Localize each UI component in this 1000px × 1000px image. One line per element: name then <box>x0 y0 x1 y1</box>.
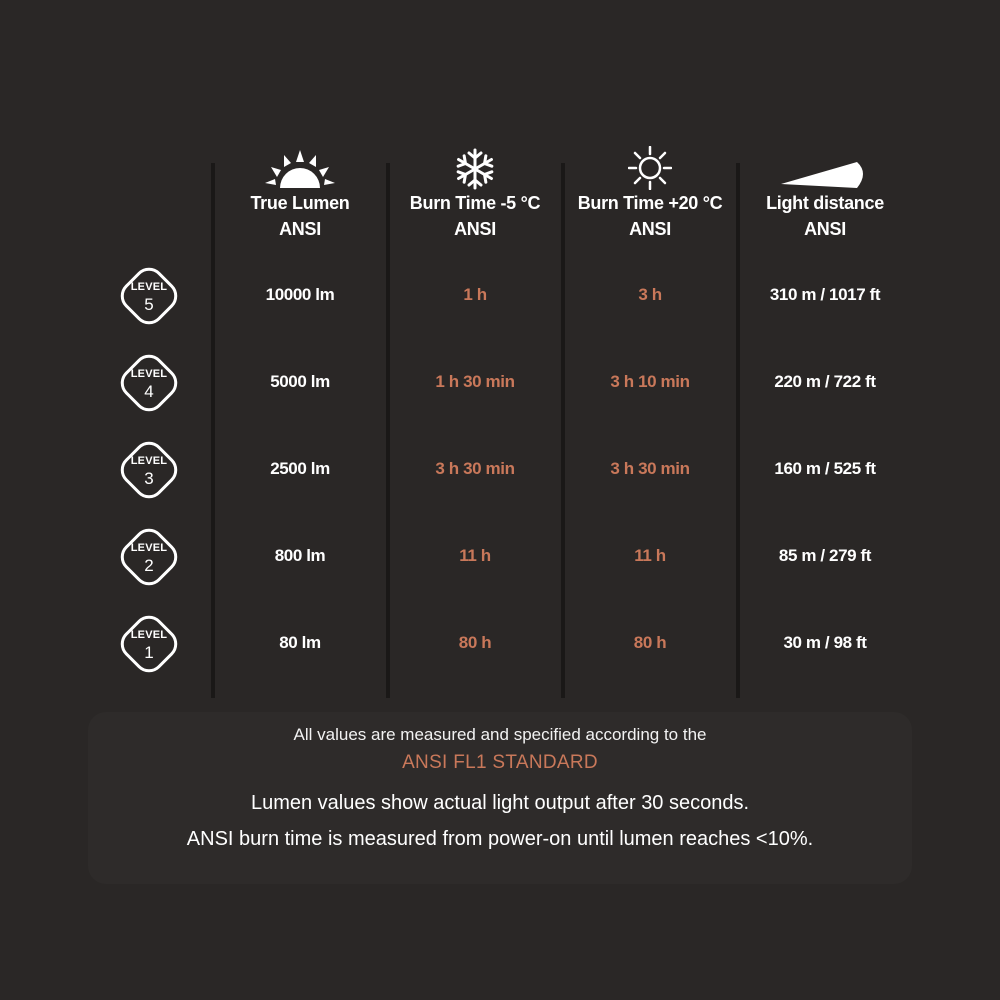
distance-value: 30 m / 98 ft <box>783 633 867 652</box>
level-number: 4 <box>144 382 154 401</box>
distance-value: 310 m / 1017 ft <box>769 285 881 304</box>
level-number: 1 <box>144 643 154 662</box>
level-number: 5 <box>144 295 154 314</box>
lumen-value: 80 lm <box>279 633 321 652</box>
column-subtitle: ANSI <box>454 219 496 239</box>
level-badge <box>110 257 188 335</box>
level-number: 3 <box>144 469 154 488</box>
level-label: LEVEL <box>130 281 168 293</box>
level-badge <box>110 344 188 422</box>
burn-warm-value: 80 h <box>633 633 667 652</box>
level-number: 2 <box>144 556 154 575</box>
level-badge <box>110 518 188 596</box>
column-title: Burn Time -5 °C <box>409 193 541 213</box>
lumen-value: 10000 lm <box>265 285 335 304</box>
sunrise-icon <box>215 140 385 190</box>
lumen-value: 5000 lm <box>270 372 330 391</box>
distance-value: 85 m / 279 ft <box>778 546 872 565</box>
footnote-burn-note: ANSI burn time is measured from power-on until lumen reaches <10%. <box>186 828 814 850</box>
column-divider <box>561 163 565 698</box>
column-title: Burn Time +20 °C <box>577 193 723 213</box>
column-subtitle: ANSI <box>629 219 671 239</box>
column-header-burn-warm <box>565 140 735 242</box>
level-label: LEVEL <box>130 629 168 641</box>
level-label: LEVEL <box>130 455 168 467</box>
burn-warm-value: 3 h 10 min <box>610 372 690 391</box>
column-title: Light distance <box>766 193 884 213</box>
footnote-standard: ANSI FL1 STANDARD <box>402 752 598 773</box>
burn-warm-value: 11 h <box>634 546 666 565</box>
column-header-distance <box>740 140 910 242</box>
level-badge <box>110 431 188 509</box>
burn-warm-value: 3 h <box>638 285 662 304</box>
footnote-intro: All values are measured and specified according to the <box>293 725 707 744</box>
burn-cold-value: 3 h 30 min <box>435 459 515 478</box>
sun-icon <box>565 140 735 190</box>
light-beam-icon <box>740 140 910 190</box>
lumen-value: 2500 lm <box>270 459 330 478</box>
burn-warm-value: 3 h 30 min <box>610 459 690 478</box>
column-title: True Lumen <box>250 193 350 213</box>
distance-value: 220 m / 722 ft <box>774 372 876 391</box>
burn-cold-value: 1 h 30 min <box>435 372 515 391</box>
column-header-lumen <box>215 140 385 242</box>
column-divider <box>211 163 215 698</box>
lumen-value: 800 lm <box>274 546 326 565</box>
column-header-burn-cold <box>390 140 560 242</box>
level-label: LEVEL <box>130 368 168 380</box>
snowflake-icon <box>390 140 560 190</box>
column-divider <box>736 163 740 698</box>
burn-cold-value: 1 h <box>463 285 487 304</box>
column-subtitle: ANSI <box>279 219 321 239</box>
distance-value: 160 m / 525 ft <box>774 459 876 478</box>
level-badge <box>110 605 188 683</box>
burn-cold-value: 11 h <box>459 546 491 565</box>
level-label: LEVEL <box>130 542 168 554</box>
footnote-lumen-note: Lumen values show actual light output after 30 seconds. <box>250 792 750 814</box>
column-subtitle: ANSI <box>804 219 846 239</box>
column-divider <box>386 163 390 698</box>
burn-cold-value: 80 h <box>458 633 492 652</box>
